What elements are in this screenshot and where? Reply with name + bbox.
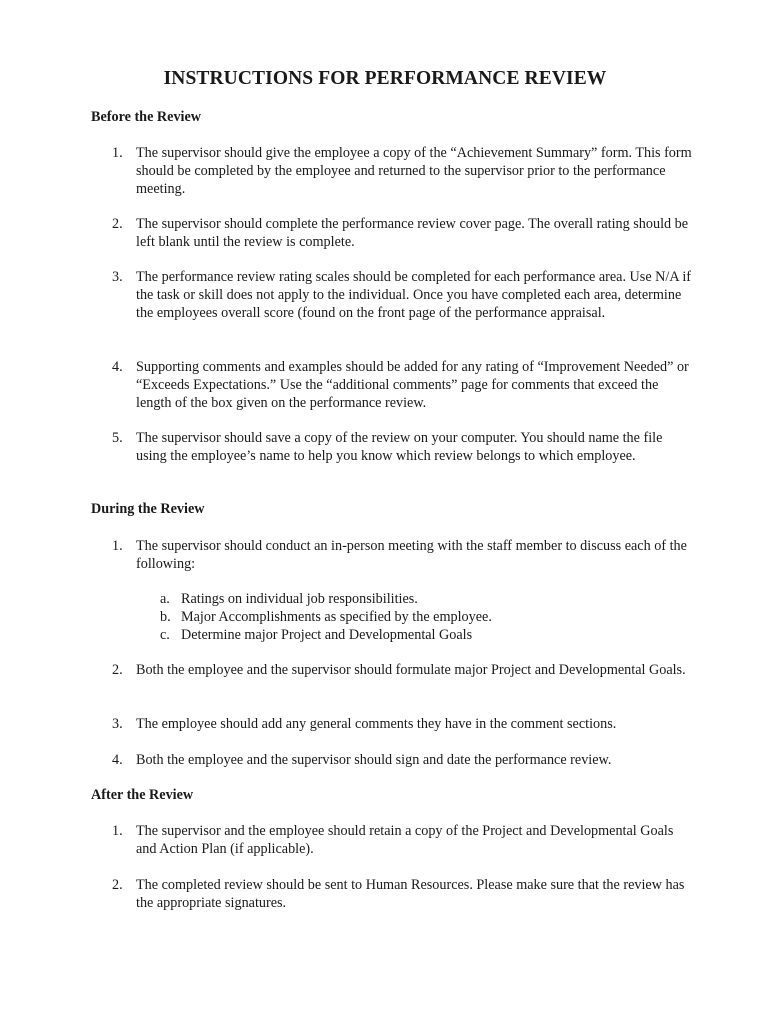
- list-item-number: 3.: [112, 269, 123, 285]
- section-heading-before: Before the Review: [91, 109, 202, 125]
- list-item: [112, 215, 692, 251]
- sub-list-item-text: Determine major Project and Developmental Goals: [181, 627, 473, 643]
- list-item-number: 1.: [112, 538, 123, 554]
- list-item-number: 4.: [112, 359, 123, 375]
- list-item-text: Supporting comments and examples should be added for any rating of “Improvement Needed” or “Exceeds Expectations.” Use the “additional comments” page for comments that exceed the length of the box given on the performance review.: [136, 359, 689, 411]
- list-item: [112, 144, 692, 198]
- list-item: [112, 876, 692, 912]
- list-item-text: The supervisor and the employee should retain a copy of the Project and Developmental Goals and Action Plan (if applicable).: [136, 823, 674, 857]
- list-item-number: 1.: [112, 145, 123, 161]
- list-item: [112, 715, 692, 733]
- section-heading-during: During the Review: [91, 501, 205, 517]
- sub-list-item: [160, 608, 680, 626]
- list-item-text: The employee should add any general comments they have in the comment sections.: [136, 716, 617, 732]
- list-item-number: 5.: [112, 430, 123, 446]
- list-item: [112, 751, 692, 769]
- sub-list-item-letter: a.: [160, 591, 170, 607]
- list-item: [112, 537, 692, 573]
- list-item-text: The supervisor should save a copy of the review on your computer. You should name the file using the employee’s name to help you know which review belongs to which employee.: [136, 430, 663, 464]
- list-item-text: The supervisor should give the employee a copy of the “Achievement Summary” form. This form should be completed by the employee and returned to the supervisor prior to the performance meeting.: [136, 145, 692, 197]
- list-item: [112, 822, 692, 858]
- list-item: [112, 429, 692, 465]
- list-item-text: Both the employee and the supervisor should formulate major Project and Developmental Goals.: [136, 662, 686, 678]
- list-item-number: 1.: [112, 823, 123, 839]
- list-item-number: 2.: [112, 216, 123, 232]
- list-item-number: 2.: [112, 877, 123, 893]
- list-item-text: The performance review rating scales should be completed for each performance area. Use N/A if the task or skill does not apply to the individual. Once you have completed each area, determine the employees overall score (found on the front page of the performance appraisal.: [136, 269, 692, 321]
- page-title: INSTRUCTIONS FOR PERFORMANCE REVIEW: [163, 68, 607, 89]
- list-item-text: The supervisor should complete the performance review cover page. The overall rating should be left blank until the review is complete.: [136, 216, 689, 250]
- list-item-number: 2.: [112, 662, 123, 678]
- sub-list-item: [160, 590, 680, 608]
- list-item-text: The supervisor should conduct an in-person meeting with the staff member to discuss each of the following:: [136, 538, 687, 572]
- list-item: [112, 268, 692, 322]
- list-item-number: 3.: [112, 716, 123, 732]
- list-item: [112, 661, 692, 679]
- list-item-number: 4.: [112, 752, 123, 768]
- sub-list-item-text: Major Accomplishments as specified by the employee.: [181, 609, 492, 625]
- list-item: [112, 358, 692, 412]
- sub-list-item: [160, 626, 680, 644]
- sub-list-item-text: Ratings on individual job responsibilities.: [181, 591, 418, 607]
- sub-list-item-letter: c.: [160, 627, 170, 643]
- list-item-text: The completed review should be sent to Human Resources. Please make sure that the review has the appropriate signatures.: [136, 877, 685, 911]
- list-item-text: Both the employee and the supervisor should sign and date the performance review.: [136, 752, 612, 768]
- section-heading-after: After the Review: [91, 787, 194, 803]
- sub-list-item-letter: b.: [160, 609, 171, 625]
